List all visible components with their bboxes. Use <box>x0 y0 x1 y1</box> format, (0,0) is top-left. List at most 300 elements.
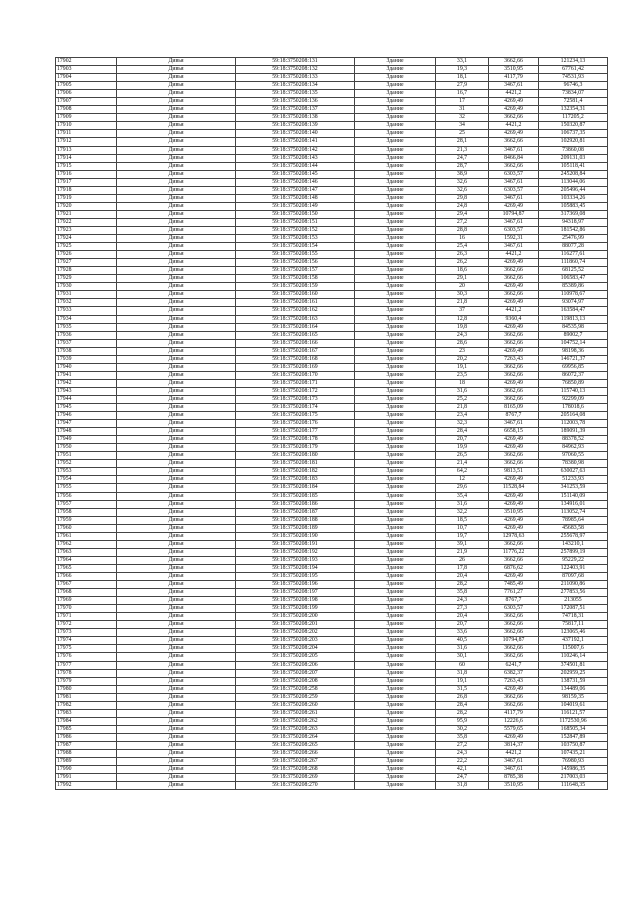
cadastral-value-cell: 84535,98 <box>539 323 608 331</box>
object-type-cell: Здание <box>355 661 436 669</box>
row-number-cell: 17977 <box>56 661 117 669</box>
row-number-cell: 17969 <box>56 597 117 605</box>
object-type-cell: Здание <box>355 243 436 251</box>
table-row <box>56 492 608 500</box>
table-row <box>56 613 608 621</box>
cadastral-number-cell: 59:18:3750208:264 <box>236 733 355 741</box>
cadastral-value-cell: 121234,13 <box>539 58 608 66</box>
cadastral-number-cell: 59:18:3750208:259 <box>236 693 355 701</box>
cadastral-number-cell: 59:18:3750208:188 <box>236 516 355 524</box>
table-row <box>56 363 608 371</box>
settlement-name-cell: Дивья <box>117 516 236 524</box>
object-type-cell: Здание <box>355 460 436 468</box>
object-type-cell: Здание <box>355 548 436 556</box>
area-cell: 18,1 <box>436 74 489 82</box>
table-row <box>56 532 608 540</box>
area-cell: 30,2 <box>436 725 489 733</box>
table-row <box>56 210 608 218</box>
settlement-name-cell: Дивья <box>117 766 236 774</box>
specific-value-cell: 4421,2 <box>489 122 539 130</box>
cadastral-number-cell: 59:18:3750208:180 <box>236 452 355 460</box>
settlement-name-cell: Дивья <box>117 74 236 82</box>
cadastral-number-cell: 59:18:3750208:145 <box>236 170 355 178</box>
cadastral-value-cell: 152847,89 <box>539 733 608 741</box>
object-type-cell: Здание <box>355 74 436 82</box>
settlement-name-cell: Дивья <box>117 532 236 540</box>
cadastral-number-cell: 59:18:3750208:269 <box>236 774 355 782</box>
object-type-cell: Здание <box>355 564 436 572</box>
table-row <box>56 235 608 243</box>
settlement-name-cell: Дивья <box>117 331 236 339</box>
object-type-cell: Здание <box>355 90 436 98</box>
table-row <box>56 218 608 226</box>
table-row <box>56 717 608 725</box>
settlement-name-cell: Дивья <box>117 194 236 202</box>
cadastral-value-cell: 143210,1 <box>539 540 608 548</box>
object-type-cell: Здание <box>355 299 436 307</box>
cadastral-value-cell: 205164,08 <box>539 412 608 420</box>
cadastral-number-cell: 59:18:3750208:168 <box>236 355 355 363</box>
object-type-cell: Здание <box>355 267 436 275</box>
specific-value-cell: 3662,66 <box>489 621 539 629</box>
cadastral-number-cell: 59:18:3750208:208 <box>236 677 355 685</box>
settlement-name-cell: Дивья <box>117 573 236 581</box>
row-number-cell: 17974 <box>56 637 117 645</box>
cadastral-value-cell: 104752,14 <box>539 339 608 347</box>
cadastral-value-cell: 134489,06 <box>539 685 608 693</box>
settlement-name-cell: Дивья <box>117 685 236 693</box>
table-row <box>56 774 608 782</box>
row-number-cell: 17934 <box>56 315 117 323</box>
table-row <box>56 243 608 251</box>
area-cell: 16,7 <box>436 90 489 98</box>
area-cell: 31,8 <box>436 669 489 677</box>
settlement-name-cell: Дивья <box>117 484 236 492</box>
area-cell: 29,6 <box>436 484 489 492</box>
cadastral-value-cell: 84962,93 <box>539 444 608 452</box>
area-cell: 34 <box>436 122 489 130</box>
row-number-cell: 17912 <box>56 138 117 146</box>
cadastral-number-cell: 59:18:3750208:186 <box>236 500 355 508</box>
cadastral-number-cell: 59:18:3750208:151 <box>236 218 355 226</box>
specific-value-cell: 4421,2 <box>489 307 539 315</box>
cadastral-number-cell: 59:18:3750208:167 <box>236 347 355 355</box>
cadastral-number-cell: 59:18:3750208:164 <box>236 323 355 331</box>
area-cell: 28,2 <box>436 709 489 717</box>
object-type-cell: Здание <box>355 210 436 218</box>
specific-value-cell: 8767,7 <box>489 412 539 420</box>
row-number-cell: 17985 <box>56 725 117 733</box>
cadastral-number-cell: 59:18:3750208:141 <box>236 138 355 146</box>
table-row <box>56 669 608 677</box>
cadastral-value-cell: 97060,55 <box>539 452 608 460</box>
cadastral-value-cell: 110246,14 <box>539 653 608 661</box>
cadastral-value-cell: 113044,06 <box>539 178 608 186</box>
specific-value-cell: 4269,49 <box>489 323 539 331</box>
object-type-cell: Здание <box>355 283 436 291</box>
cadastral-number-cell: 59:18:3750208:184 <box>236 484 355 492</box>
table-row <box>56 194 608 202</box>
settlement-name-cell: Дивья <box>117 226 236 234</box>
object-type-cell: Здание <box>355 556 436 564</box>
settlement-name-cell: Дивья <box>117 661 236 669</box>
object-type-cell: Здание <box>355 323 436 331</box>
object-type-cell: Здание <box>355 709 436 717</box>
object-type-cell: Здание <box>355 693 436 701</box>
object-type-cell: Здание <box>355 66 436 74</box>
object-type-cell: Здание <box>355 307 436 315</box>
row-number-cell: 17966 <box>56 573 117 581</box>
cadastral-number-cell: 59:18:3750208:170 <box>236 371 355 379</box>
settlement-name-cell: Дивья <box>117 556 236 564</box>
table-row <box>56 589 608 597</box>
object-type-cell: Здание <box>355 758 436 766</box>
area-cell: 16 <box>436 235 489 243</box>
cadastral-number-cell: 59:18:3750208:150 <box>236 210 355 218</box>
object-type-cell: Здание <box>355 589 436 597</box>
settlement-name-cell: Дивья <box>117 581 236 589</box>
specific-value-cell: 3662,66 <box>489 693 539 701</box>
cadastral-number-cell: 59:18:3750208:175 <box>236 412 355 420</box>
object-type-cell: Здание <box>355 146 436 154</box>
specific-value-cell: 3467,61 <box>489 243 539 251</box>
row-number-cell: 17992 <box>56 782 117 790</box>
row-number-cell: 17952 <box>56 460 117 468</box>
settlement-name-cell: Дивья <box>117 235 236 243</box>
cadastral-number-cell: 59:18:3750208:162 <box>236 307 355 315</box>
row-number-cell: 17982 <box>56 701 117 709</box>
cadastral-number-cell: 59:18:3750208:178 <box>236 436 355 444</box>
cadastral-number-cell: 59:18:3750208:177 <box>236 428 355 436</box>
document-page <box>55 57 586 790</box>
cadastral-value-cell: 146721,37 <box>539 355 608 363</box>
table-row <box>56 82 608 90</box>
row-number-cell: 17907 <box>56 98 117 106</box>
row-number-cell: 17939 <box>56 355 117 363</box>
table-row <box>56 130 608 138</box>
settlement-name-cell: Дивья <box>117 701 236 709</box>
cadastral-number-cell: 59:18:3750208:195 <box>236 573 355 581</box>
specific-value-cell: 4421,2 <box>489 750 539 758</box>
cadastral-value-cell: 257899,19 <box>539 548 608 556</box>
row-number-cell: 17953 <box>56 468 117 476</box>
settlement-name-cell: Дивья <box>117 621 236 629</box>
cadastral-value-cell: 116277,61 <box>539 251 608 259</box>
specific-value-cell: 4269,49 <box>489 259 539 267</box>
specific-value-cell: 9360,4 <box>489 315 539 323</box>
cadastral-value-cell: 374501,81 <box>539 661 608 669</box>
cadastral-value-cell: 209131,03 <box>539 154 608 162</box>
settlement-name-cell: Дивья <box>117 146 236 154</box>
row-number-cell: 17905 <box>56 82 117 90</box>
area-cell: 20,4 <box>436 573 489 581</box>
cadastral-value-cell: 96746,3 <box>539 82 608 90</box>
row-number-cell: 17926 <box>56 251 117 259</box>
specific-value-cell: 6658,15 <box>489 428 539 436</box>
area-cell: 35,8 <box>436 733 489 741</box>
table-body <box>56 58 608 790</box>
cadastral-value-cell: 111860,74 <box>539 259 608 267</box>
row-number-cell: 17943 <box>56 387 117 395</box>
cadastral-number-cell: 59:18:3750208:266 <box>236 750 355 758</box>
specific-value-cell: 3662,66 <box>489 395 539 403</box>
settlement-name-cell: Дивья <box>117 162 236 170</box>
area-cell: 28,2 <box>436 581 489 589</box>
cadastral-value-cell: 107435,21 <box>539 750 608 758</box>
area-cell: 28,6 <box>436 339 489 347</box>
cadastral-value-cell: 134916,01 <box>539 500 608 508</box>
specific-value-cell: 3662,66 <box>489 629 539 637</box>
settlement-name-cell: Дивья <box>117 508 236 516</box>
settlement-name-cell: Дивья <box>117 412 236 420</box>
object-type-cell: Здание <box>355 500 436 508</box>
row-number-cell: 17924 <box>56 235 117 243</box>
settlement-name-cell: Дивья <box>117 733 236 741</box>
object-type-cell: Здание <box>355 339 436 347</box>
table-row <box>56 548 608 556</box>
specific-value-cell: 8785,38 <box>489 774 539 782</box>
object-type-cell: Здание <box>355 766 436 774</box>
object-type-cell: Здание <box>355 387 436 395</box>
cadastral-number-cell: 59:18:3750208:139 <box>236 122 355 130</box>
row-number-cell: 17975 <box>56 645 117 653</box>
specific-value-cell: 3662,66 <box>489 452 539 460</box>
cadastral-value-cell: 437192,1 <box>539 637 608 645</box>
settlement-name-cell: Дивья <box>117 436 236 444</box>
settlement-name-cell: Дивья <box>117 323 236 331</box>
specific-value-cell: 3510,95 <box>489 782 539 790</box>
table-row <box>56 573 608 581</box>
row-number-cell: 17951 <box>56 452 117 460</box>
specific-value-cell: 6241,7 <box>489 661 539 669</box>
object-type-cell: Здание <box>355 492 436 500</box>
settlement-name-cell: Дивья <box>117 138 236 146</box>
table-row <box>56 379 608 387</box>
cadastral-number-cell: 59:18:3750208:200 <box>236 613 355 621</box>
row-number-cell: 17967 <box>56 581 117 589</box>
cadastral-value-cell: 123065,46 <box>539 629 608 637</box>
row-number-cell: 17916 <box>56 170 117 178</box>
area-cell: 28,8 <box>436 226 489 234</box>
cadastral-number-cell: 59:18:3750208:154 <box>236 243 355 251</box>
area-cell: 32,6 <box>436 178 489 186</box>
object-type-cell: Здание <box>355 235 436 243</box>
row-number-cell: 17959 <box>56 516 117 524</box>
area-cell: 25,2 <box>436 395 489 403</box>
specific-value-cell: 3662,66 <box>489 613 539 621</box>
settlement-name-cell: Дивья <box>117 186 236 194</box>
row-number-cell: 17941 <box>56 371 117 379</box>
row-number-cell: 17948 <box>56 428 117 436</box>
cadastral-number-cell: 59:18:3750208:133 <box>236 74 355 82</box>
object-type-cell: Здание <box>355 138 436 146</box>
cadastral-value-cell: 116121,57 <box>539 709 608 717</box>
area-cell: 30,1 <box>436 653 489 661</box>
object-type-cell: Здание <box>355 154 436 162</box>
area-cell: 20,2 <box>436 355 489 363</box>
cadastral-value-cell: 341253,59 <box>539 484 608 492</box>
cadastral-value-cell: 51233,93 <box>539 476 608 484</box>
object-type-cell: Здание <box>355 395 436 403</box>
object-type-cell: Здание <box>355 412 436 420</box>
cadastral-value-cell: 277853,56 <box>539 589 608 597</box>
specific-value-cell: 3662,66 <box>489 653 539 661</box>
row-number-cell: 17928 <box>56 267 117 275</box>
cadastral-number-cell: 59:18:3750208:142 <box>236 146 355 154</box>
area-cell: 19,3 <box>436 66 489 74</box>
object-type-cell: Здание <box>355 355 436 363</box>
specific-value-cell: 4269,49 <box>489 130 539 138</box>
specific-value-cell: 4269,49 <box>489 202 539 210</box>
row-number-cell: 17949 <box>56 436 117 444</box>
table-row <box>56 58 608 66</box>
row-number-cell: 17971 <box>56 613 117 621</box>
area-cell: 31 <box>436 106 489 114</box>
settlement-name-cell: Дивья <box>117 782 236 790</box>
specific-value-cell: 10794,87 <box>489 210 539 218</box>
table-row <box>56 404 608 412</box>
specific-value-cell: 8767,7 <box>489 597 539 605</box>
table-row <box>56 170 608 178</box>
cadastral-value-cell: 178018,6 <box>539 404 608 412</box>
row-number-cell: 17989 <box>56 758 117 766</box>
cadastral-value-cell: 1172530,96 <box>539 717 608 725</box>
object-type-cell: Здание <box>355 733 436 741</box>
cadastral-number-cell: 59:18:3750208:152 <box>236 226 355 234</box>
object-type-cell: Здание <box>355 331 436 339</box>
row-number-cell: 17940 <box>56 363 117 371</box>
area-cell: 26 <box>436 556 489 564</box>
object-type-cell: Здание <box>355 436 436 444</box>
settlement-name-cell: Дивья <box>117 395 236 403</box>
cadastral-value-cell: 211090,86 <box>539 581 608 589</box>
row-number-cell: 17922 <box>56 218 117 226</box>
settlement-name-cell: Дивья <box>117 170 236 178</box>
cadastral-number-cell: 59:18:3750208:163 <box>236 315 355 323</box>
cadastral-value-cell: 94318,97 <box>539 218 608 226</box>
area-cell: 60 <box>436 661 489 669</box>
settlement-name-cell: Дивья <box>117 363 236 371</box>
table-row <box>56 581 608 589</box>
area-cell: 21,9 <box>436 548 489 556</box>
row-number-cell: 17954 <box>56 476 117 484</box>
cadastral-value-cell: 98159,35 <box>539 693 608 701</box>
area-cell: 32,3 <box>436 420 489 428</box>
row-number-cell: 17923 <box>56 226 117 234</box>
specific-value-cell: 7761,27 <box>489 589 539 597</box>
specific-value-cell: 6303,57 <box>489 170 539 178</box>
cadastral-number-cell: 59:18:3750208:268 <box>236 766 355 774</box>
specific-value-cell: 11776,22 <box>489 548 539 556</box>
specific-value-cell: 4269,49 <box>489 685 539 693</box>
object-type-cell: Здание <box>355 508 436 516</box>
row-number-cell: 17931 <box>56 291 117 299</box>
object-type-cell: Здание <box>355 371 436 379</box>
table-row <box>56 750 608 758</box>
settlement-name-cell: Дивья <box>117 154 236 162</box>
object-type-cell: Здание <box>355 468 436 476</box>
table-row <box>56 162 608 170</box>
settlement-name-cell: Дивья <box>117 178 236 186</box>
object-type-cell: Здание <box>355 653 436 661</box>
table-row <box>56 331 608 339</box>
table-row <box>56 597 608 605</box>
specific-value-cell: 4269,49 <box>489 444 539 452</box>
cadastral-value-cell: 98198,36 <box>539 347 608 355</box>
settlement-name-cell: Дивья <box>117 677 236 685</box>
specific-value-cell: 7263,43 <box>489 355 539 363</box>
area-cell: 27,2 <box>436 741 489 749</box>
settlement-name-cell: Дивья <box>117 750 236 758</box>
specific-value-cell: 4269,49 <box>489 299 539 307</box>
object-type-cell: Здание <box>355 701 436 709</box>
cadastral-number-cell: 59:18:3750208:181 <box>236 460 355 468</box>
specific-value-cell: 3467,61 <box>489 766 539 774</box>
area-cell: 31,6 <box>436 645 489 653</box>
object-type-cell: Здание <box>355 750 436 758</box>
specific-value-cell: 3662,66 <box>489 371 539 379</box>
table-row <box>56 516 608 524</box>
specific-value-cell: 3662,66 <box>489 267 539 275</box>
cadastral-value-cell: 104019,61 <box>539 701 608 709</box>
area-cell: 24,7 <box>436 774 489 782</box>
specific-value-cell: 10794,87 <box>489 637 539 645</box>
table-row <box>56 476 608 484</box>
object-type-cell: Здание <box>355 251 436 259</box>
specific-value-cell: 3662,66 <box>489 339 539 347</box>
cadastral-number-cell: 59:18:3750208:258 <box>236 685 355 693</box>
specific-value-cell: 3662,66 <box>489 363 539 371</box>
area-cell: 26,5 <box>436 452 489 460</box>
area-cell: 32,2 <box>436 508 489 516</box>
settlement-name-cell: Дивья <box>117 645 236 653</box>
object-type-cell: Здание <box>355 637 436 645</box>
table-row <box>56 259 608 267</box>
cadastral-value-cell: 74531,93 <box>539 74 608 82</box>
area-cell: 19,8 <box>436 323 489 331</box>
cadastral-value-cell: 88378,52 <box>539 436 608 444</box>
object-type-cell: Здание <box>355 82 436 90</box>
object-type-cell: Здание <box>355 98 436 106</box>
table-row <box>56 178 608 186</box>
cadastral-value-cell: 78985,64 <box>539 516 608 524</box>
area-cell: 27,9 <box>436 82 489 90</box>
area-cell: 20 <box>436 283 489 291</box>
cadastral-number-cell: 59:18:3750208:204 <box>236 645 355 653</box>
row-number-cell: 17961 <box>56 532 117 540</box>
settlement-name-cell: Дивья <box>117 404 236 412</box>
object-type-cell: Здание <box>355 613 436 621</box>
cadastral-value-cell: 317369,08 <box>539 210 608 218</box>
settlement-name-cell: Дивья <box>117 725 236 733</box>
settlement-name-cell: Дивья <box>117 548 236 556</box>
area-cell: 32,6 <box>436 186 489 194</box>
specific-value-cell: 3467,61 <box>489 194 539 202</box>
cadastral-value-cell: 85389,86 <box>539 283 608 291</box>
area-cell: 25,4 <box>436 243 489 251</box>
area-cell: 18,5 <box>436 516 489 524</box>
object-type-cell: Здание <box>355 524 436 532</box>
area-cell: 95,9 <box>436 717 489 725</box>
cadastral-value-cell: 86072,37 <box>539 371 608 379</box>
cadastral-value-cell: 73860,08 <box>539 146 608 154</box>
table-row <box>56 154 608 162</box>
row-number-cell: 17942 <box>56 379 117 387</box>
specific-value-cell: 4269,49 <box>489 379 539 387</box>
area-cell: 28,4 <box>436 428 489 436</box>
settlement-name-cell: Дивья <box>117 444 236 452</box>
table-row <box>56 693 608 701</box>
